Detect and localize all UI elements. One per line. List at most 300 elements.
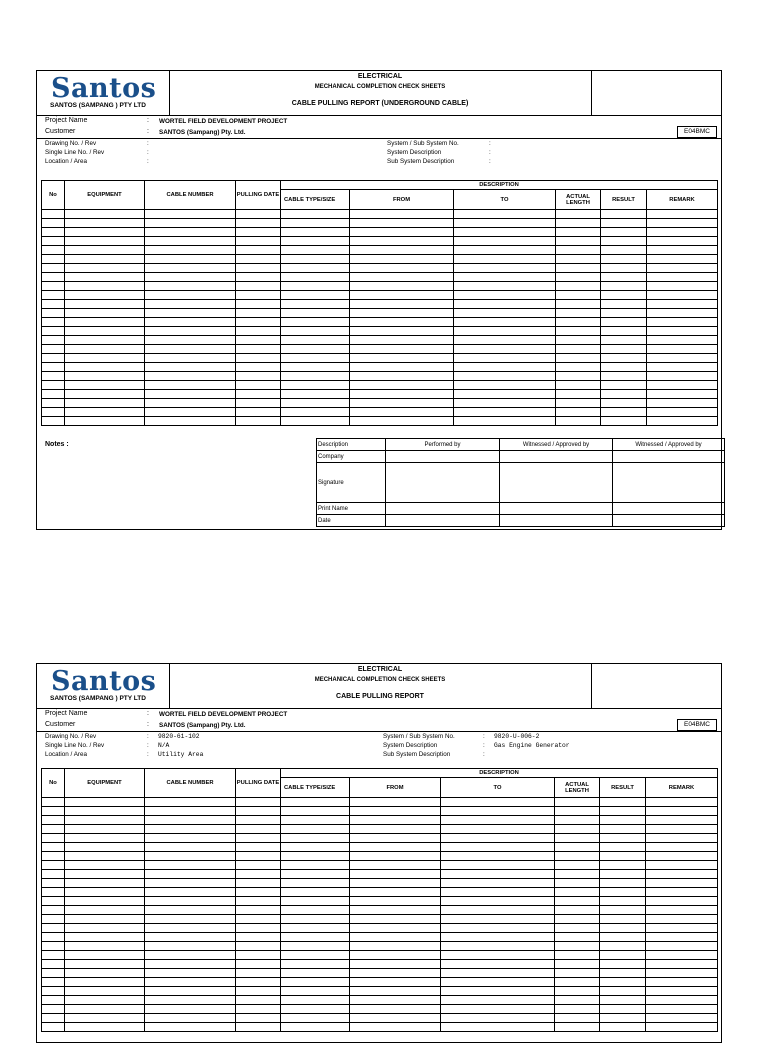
table-cell[interactable] [646, 1014, 718, 1023]
table-cell[interactable] [281, 417, 350, 426]
table-cell[interactable] [601, 372, 647, 381]
table-cell[interactable] [555, 1005, 600, 1014]
table-cell[interactable] [42, 399, 65, 408]
table-cell[interactable] [65, 417, 145, 426]
table-cell[interactable] [65, 390, 145, 399]
table-cell[interactable] [647, 237, 718, 246]
table-cell[interactable] [555, 843, 600, 852]
table-cell[interactable] [42, 381, 65, 390]
table-cell[interactable] [350, 417, 454, 426]
table-cell[interactable] [42, 816, 65, 825]
table-cell[interactable] [42, 228, 65, 237]
table-cell[interactable] [42, 417, 65, 426]
table-cell[interactable] [646, 969, 718, 978]
table-cell[interactable] [42, 282, 65, 291]
table-cell[interactable] [145, 960, 236, 969]
table-cell[interactable] [42, 300, 65, 309]
table-cell[interactable] [281, 255, 350, 264]
table-cell[interactable] [145, 219, 236, 228]
table-cell[interactable] [145, 807, 236, 816]
table-cell[interactable] [350, 255, 454, 264]
table-cell[interactable] [350, 273, 454, 282]
table-cell[interactable] [556, 399, 601, 408]
table-cell[interactable] [647, 318, 718, 327]
table-cell[interactable] [350, 363, 454, 372]
table-cell[interactable] [441, 933, 555, 942]
table-cell[interactable] [601, 255, 647, 264]
table-cell[interactable] [600, 1005, 646, 1014]
table-cell[interactable] [601, 318, 647, 327]
table-cell[interactable] [350, 1014, 441, 1023]
table-cell[interactable] [555, 888, 600, 897]
table-cell[interactable] [556, 327, 601, 336]
table-cell[interactable] [42, 915, 65, 924]
table-cell[interactable] [601, 264, 647, 273]
table-cell[interactable] [600, 1014, 646, 1023]
table-cell[interactable] [647, 246, 718, 255]
table-cell[interactable] [350, 969, 441, 978]
table-cell[interactable] [600, 807, 646, 816]
table-cell[interactable] [556, 309, 601, 318]
table-cell[interactable] [441, 960, 555, 969]
table-cell[interactable] [646, 951, 718, 960]
table-cell[interactable] [42, 345, 65, 354]
table-cell[interactable] [281, 933, 350, 942]
table-cell[interactable] [281, 888, 350, 897]
table-cell[interactable] [454, 291, 556, 300]
table-cell[interactable] [281, 363, 350, 372]
table-cell[interactable] [601, 408, 647, 417]
table-cell[interactable] [600, 924, 646, 933]
table-cell[interactable] [65, 264, 145, 273]
table-cell[interactable] [350, 372, 454, 381]
table-cell[interactable] [145, 870, 236, 879]
table-cell[interactable] [646, 879, 718, 888]
table-cell[interactable] [236, 354, 281, 363]
table-cell[interactable] [65, 408, 145, 417]
table-cell[interactable] [454, 336, 556, 345]
table-cell[interactable] [454, 255, 556, 264]
table-cell[interactable] [601, 354, 647, 363]
table-cell[interactable] [600, 861, 646, 870]
table-cell[interactable] [236, 372, 281, 381]
table-cell[interactable] [454, 363, 556, 372]
table-cell[interactable] [555, 1014, 600, 1023]
table-cell[interactable] [441, 834, 555, 843]
table-cell[interactable] [65, 951, 145, 960]
table-cell[interactable] [555, 942, 600, 951]
table-cell[interactable] [556, 273, 601, 282]
table-cell[interactable] [601, 210, 647, 219]
table-cell[interactable] [647, 363, 718, 372]
table-cell[interactable] [454, 354, 556, 363]
table-cell[interactable] [65, 372, 145, 381]
table-cell[interactable] [281, 951, 350, 960]
table-cell[interactable] [646, 933, 718, 942]
table-cell[interactable] [441, 870, 555, 879]
table-cell[interactable] [42, 978, 65, 987]
table-cell[interactable] [556, 381, 601, 390]
table-cell[interactable] [145, 906, 236, 915]
table-cell[interactable] [281, 924, 350, 933]
table-cell[interactable] [454, 210, 556, 219]
table-cell[interactable] [281, 264, 350, 273]
table-cell[interactable] [350, 390, 454, 399]
table-cell[interactable] [42, 264, 65, 273]
table-cell[interactable] [556, 228, 601, 237]
table-cell[interactable] [281, 1014, 350, 1023]
table-cell[interactable] [555, 924, 600, 933]
table-cell[interactable] [65, 282, 145, 291]
table-cell[interactable] [236, 879, 281, 888]
table-cell[interactable] [350, 816, 441, 825]
table-cell[interactable] [601, 390, 647, 399]
table-cell[interactable] [65, 861, 145, 870]
table-cell[interactable] [646, 1005, 718, 1014]
table-cell[interactable] [556, 354, 601, 363]
signoff-cell[interactable] [386, 515, 500, 527]
table-cell[interactable] [600, 933, 646, 942]
table-cell[interactable] [350, 906, 441, 915]
table-cell[interactable] [350, 798, 441, 807]
table-cell[interactable] [145, 372, 236, 381]
table-cell[interactable] [42, 219, 65, 228]
table-cell[interactable] [350, 861, 441, 870]
table-cell[interactable] [145, 354, 236, 363]
table-cell[interactable] [441, 852, 555, 861]
table-cell[interactable] [555, 951, 600, 960]
table-cell[interactable] [441, 906, 555, 915]
table-cell[interactable] [281, 942, 350, 951]
table-cell[interactable] [350, 345, 454, 354]
table-cell[interactable] [281, 273, 350, 282]
table-cell[interactable] [145, 798, 236, 807]
table-cell[interactable] [145, 1014, 236, 1023]
table-cell[interactable] [600, 888, 646, 897]
table-cell[interactable] [281, 852, 350, 861]
table-cell[interactable] [145, 399, 236, 408]
table-cell[interactable] [350, 327, 454, 336]
table-cell[interactable] [145, 915, 236, 924]
table-cell[interactable] [236, 300, 281, 309]
table-cell[interactable] [601, 246, 647, 255]
table-cell[interactable] [42, 363, 65, 372]
table-cell[interactable] [65, 798, 145, 807]
table-cell[interactable] [236, 210, 281, 219]
table-cell[interactable] [556, 210, 601, 219]
table-cell[interactable] [236, 816, 281, 825]
table-cell[interactable] [42, 255, 65, 264]
table-cell[interactable] [454, 219, 556, 228]
table-cell[interactable] [281, 291, 350, 300]
table-cell[interactable] [236, 219, 281, 228]
table-cell[interactable] [647, 372, 718, 381]
table-cell[interactable] [236, 798, 281, 807]
table-cell[interactable] [646, 915, 718, 924]
table-cell[interactable] [42, 942, 65, 951]
table-cell[interactable] [281, 987, 350, 996]
table-cell[interactable] [42, 354, 65, 363]
table-cell[interactable] [65, 345, 145, 354]
table-cell[interactable] [145, 327, 236, 336]
table-cell[interactable] [647, 282, 718, 291]
table-cell[interactable] [556, 282, 601, 291]
signoff-cell[interactable] [613, 463, 725, 503]
table-cell[interactable] [236, 897, 281, 906]
table-cell[interactable] [236, 291, 281, 300]
table-cell[interactable] [65, 300, 145, 309]
table-cell[interactable] [145, 345, 236, 354]
table-cell[interactable] [145, 951, 236, 960]
table-cell[interactable] [350, 951, 441, 960]
signoff-cell[interactable] [386, 451, 500, 463]
table-cell[interactable] [42, 906, 65, 915]
table-cell[interactable] [555, 933, 600, 942]
table-cell[interactable] [42, 327, 65, 336]
table-cell[interactable] [350, 978, 441, 987]
table-cell[interactable] [65, 219, 145, 228]
table-cell[interactable] [647, 390, 718, 399]
table-cell[interactable] [441, 879, 555, 888]
table-cell[interactable] [601, 219, 647, 228]
table-cell[interactable] [281, 870, 350, 879]
table-cell[interactable] [42, 987, 65, 996]
table-cell[interactable] [350, 210, 454, 219]
table-cell[interactable] [145, 309, 236, 318]
table-cell[interactable] [647, 264, 718, 273]
table-cell[interactable] [145, 264, 236, 273]
table-cell[interactable] [236, 861, 281, 870]
table-cell[interactable] [601, 345, 647, 354]
table-cell[interactable] [281, 996, 350, 1005]
table-cell[interactable] [646, 807, 718, 816]
table-cell[interactable] [145, 408, 236, 417]
table-cell[interactable] [65, 1014, 145, 1023]
table-cell[interactable] [454, 318, 556, 327]
table-cell[interactable] [145, 978, 236, 987]
table-cell[interactable] [556, 345, 601, 354]
table-cell[interactable] [145, 282, 236, 291]
table-cell[interactable] [65, 897, 145, 906]
table-cell[interactable] [145, 897, 236, 906]
table-cell[interactable] [236, 309, 281, 318]
table-cell[interactable] [555, 987, 600, 996]
table-cell[interactable] [281, 372, 350, 381]
table-cell[interactable] [600, 843, 646, 852]
table-cell[interactable] [350, 960, 441, 969]
table-cell[interactable] [454, 246, 556, 255]
table-cell[interactable] [350, 897, 441, 906]
table-cell[interactable] [65, 933, 145, 942]
table-cell[interactable] [556, 417, 601, 426]
table-cell[interactable] [145, 879, 236, 888]
table-cell[interactable] [555, 807, 600, 816]
table-cell[interactable] [646, 834, 718, 843]
table-cell[interactable] [350, 843, 441, 852]
table-cell[interactable] [647, 345, 718, 354]
table-cell[interactable] [647, 210, 718, 219]
table-cell[interactable] [350, 870, 441, 879]
table-cell[interactable] [350, 237, 454, 246]
table-cell[interactable] [236, 915, 281, 924]
table-cell[interactable] [42, 843, 65, 852]
table-cell[interactable] [350, 219, 454, 228]
table-cell[interactable] [281, 969, 350, 978]
table-cell[interactable] [236, 825, 281, 834]
table-cell[interactable] [556, 264, 601, 273]
table-cell[interactable] [145, 834, 236, 843]
table-cell[interactable] [600, 897, 646, 906]
table-cell[interactable] [646, 816, 718, 825]
table-cell[interactable] [646, 924, 718, 933]
table-cell[interactable] [454, 309, 556, 318]
table-cell[interactable] [556, 291, 601, 300]
table-cell[interactable] [600, 816, 646, 825]
table-cell[interactable] [350, 264, 454, 273]
table-cell[interactable] [42, 969, 65, 978]
table-cell[interactable] [281, 210, 350, 219]
table-cell[interactable] [236, 960, 281, 969]
table-cell[interactable] [281, 960, 350, 969]
table-cell[interactable] [42, 372, 65, 381]
table-cell[interactable] [555, 906, 600, 915]
table-cell[interactable] [42, 798, 65, 807]
table-cell[interactable] [555, 798, 600, 807]
table-cell[interactable] [145, 210, 236, 219]
table-cell[interactable] [145, 417, 236, 426]
table-cell[interactable] [281, 825, 350, 834]
table-cell[interactable] [646, 852, 718, 861]
table-cell[interactable] [236, 969, 281, 978]
table-cell[interactable] [42, 237, 65, 246]
table-cell[interactable] [42, 273, 65, 282]
table-cell[interactable] [281, 906, 350, 915]
table-cell[interactable] [145, 861, 236, 870]
table-cell[interactable] [555, 870, 600, 879]
table-cell[interactable] [646, 861, 718, 870]
table-cell[interactable] [556, 237, 601, 246]
table-cell[interactable] [281, 300, 350, 309]
table-cell[interactable] [236, 1005, 281, 1014]
table-cell[interactable] [65, 969, 145, 978]
table-cell[interactable] [145, 969, 236, 978]
table-cell[interactable] [350, 282, 454, 291]
table-cell[interactable] [556, 246, 601, 255]
table-cell[interactable] [236, 978, 281, 987]
table-cell[interactable] [556, 300, 601, 309]
table-cell[interactable] [441, 996, 555, 1005]
table-cell[interactable] [350, 924, 441, 933]
table-cell[interactable] [646, 987, 718, 996]
table-cell[interactable] [236, 933, 281, 942]
table-cell[interactable] [42, 834, 65, 843]
table-cell[interactable] [236, 228, 281, 237]
signoff-cell[interactable] [500, 503, 613, 515]
table-cell[interactable] [65, 807, 145, 816]
table-cell[interactable] [441, 915, 555, 924]
table-cell[interactable] [145, 996, 236, 1005]
table-cell[interactable] [600, 987, 646, 996]
table-cell[interactable] [236, 390, 281, 399]
table-cell[interactable] [65, 228, 145, 237]
table-cell[interactable] [350, 888, 441, 897]
table-cell[interactable] [600, 960, 646, 969]
table-cell[interactable] [601, 399, 647, 408]
table-cell[interactable] [65, 399, 145, 408]
table-cell[interactable] [281, 408, 350, 417]
table-cell[interactable] [65, 318, 145, 327]
table-cell[interactable] [556, 363, 601, 372]
table-cell[interactable] [555, 852, 600, 861]
table-cell[interactable] [556, 318, 601, 327]
table-cell[interactable] [555, 816, 600, 825]
table-cell[interactable] [236, 282, 281, 291]
table-cell[interactable] [42, 870, 65, 879]
table-cell[interactable] [236, 417, 281, 426]
table-cell[interactable] [600, 852, 646, 861]
table-cell[interactable] [236, 996, 281, 1005]
table-cell[interactable] [441, 969, 555, 978]
table-cell[interactable] [647, 255, 718, 264]
table-cell[interactable] [281, 282, 350, 291]
table-cell[interactable] [236, 381, 281, 390]
table-cell[interactable] [236, 807, 281, 816]
table-cell[interactable] [145, 255, 236, 264]
table-cell[interactable] [65, 834, 145, 843]
table-cell[interactable] [236, 834, 281, 843]
table-cell[interactable] [441, 1005, 555, 1014]
table-cell[interactable] [281, 879, 350, 888]
table-cell[interactable] [350, 807, 441, 816]
signoff-cell[interactable] [386, 503, 500, 515]
table-cell[interactable] [601, 363, 647, 372]
table-cell[interactable] [145, 300, 236, 309]
table-cell[interactable] [281, 807, 350, 816]
table-cell[interactable] [65, 336, 145, 345]
table-cell[interactable] [647, 219, 718, 228]
table-cell[interactable] [350, 942, 441, 951]
table-cell[interactable] [454, 372, 556, 381]
table-cell[interactable] [350, 825, 441, 834]
table-cell[interactable] [454, 390, 556, 399]
table-cell[interactable] [647, 399, 718, 408]
table-cell[interactable] [42, 888, 65, 897]
table-cell[interactable] [145, 363, 236, 372]
table-cell[interactable] [600, 798, 646, 807]
table-cell[interactable] [646, 843, 718, 852]
table-cell[interactable] [65, 816, 145, 825]
table-cell[interactable] [281, 381, 350, 390]
table-cell[interactable] [441, 1014, 555, 1023]
table-cell[interactable] [601, 237, 647, 246]
table-cell[interactable] [281, 390, 350, 399]
table-cell[interactable] [145, 888, 236, 897]
table-cell[interactable] [281, 309, 350, 318]
table-cell[interactable] [601, 282, 647, 291]
table-cell[interactable] [42, 309, 65, 318]
table-cell[interactable] [350, 996, 441, 1005]
table-cell[interactable] [281, 798, 350, 807]
table-cell[interactable] [236, 318, 281, 327]
table-cell[interactable] [145, 942, 236, 951]
table-cell[interactable] [350, 309, 454, 318]
table-cell[interactable] [145, 843, 236, 852]
table-cell[interactable] [600, 951, 646, 960]
table-cell[interactable] [555, 969, 600, 978]
table-cell[interactable] [454, 345, 556, 354]
table-cell[interactable] [281, 1005, 350, 1014]
table-cell[interactable] [454, 264, 556, 273]
